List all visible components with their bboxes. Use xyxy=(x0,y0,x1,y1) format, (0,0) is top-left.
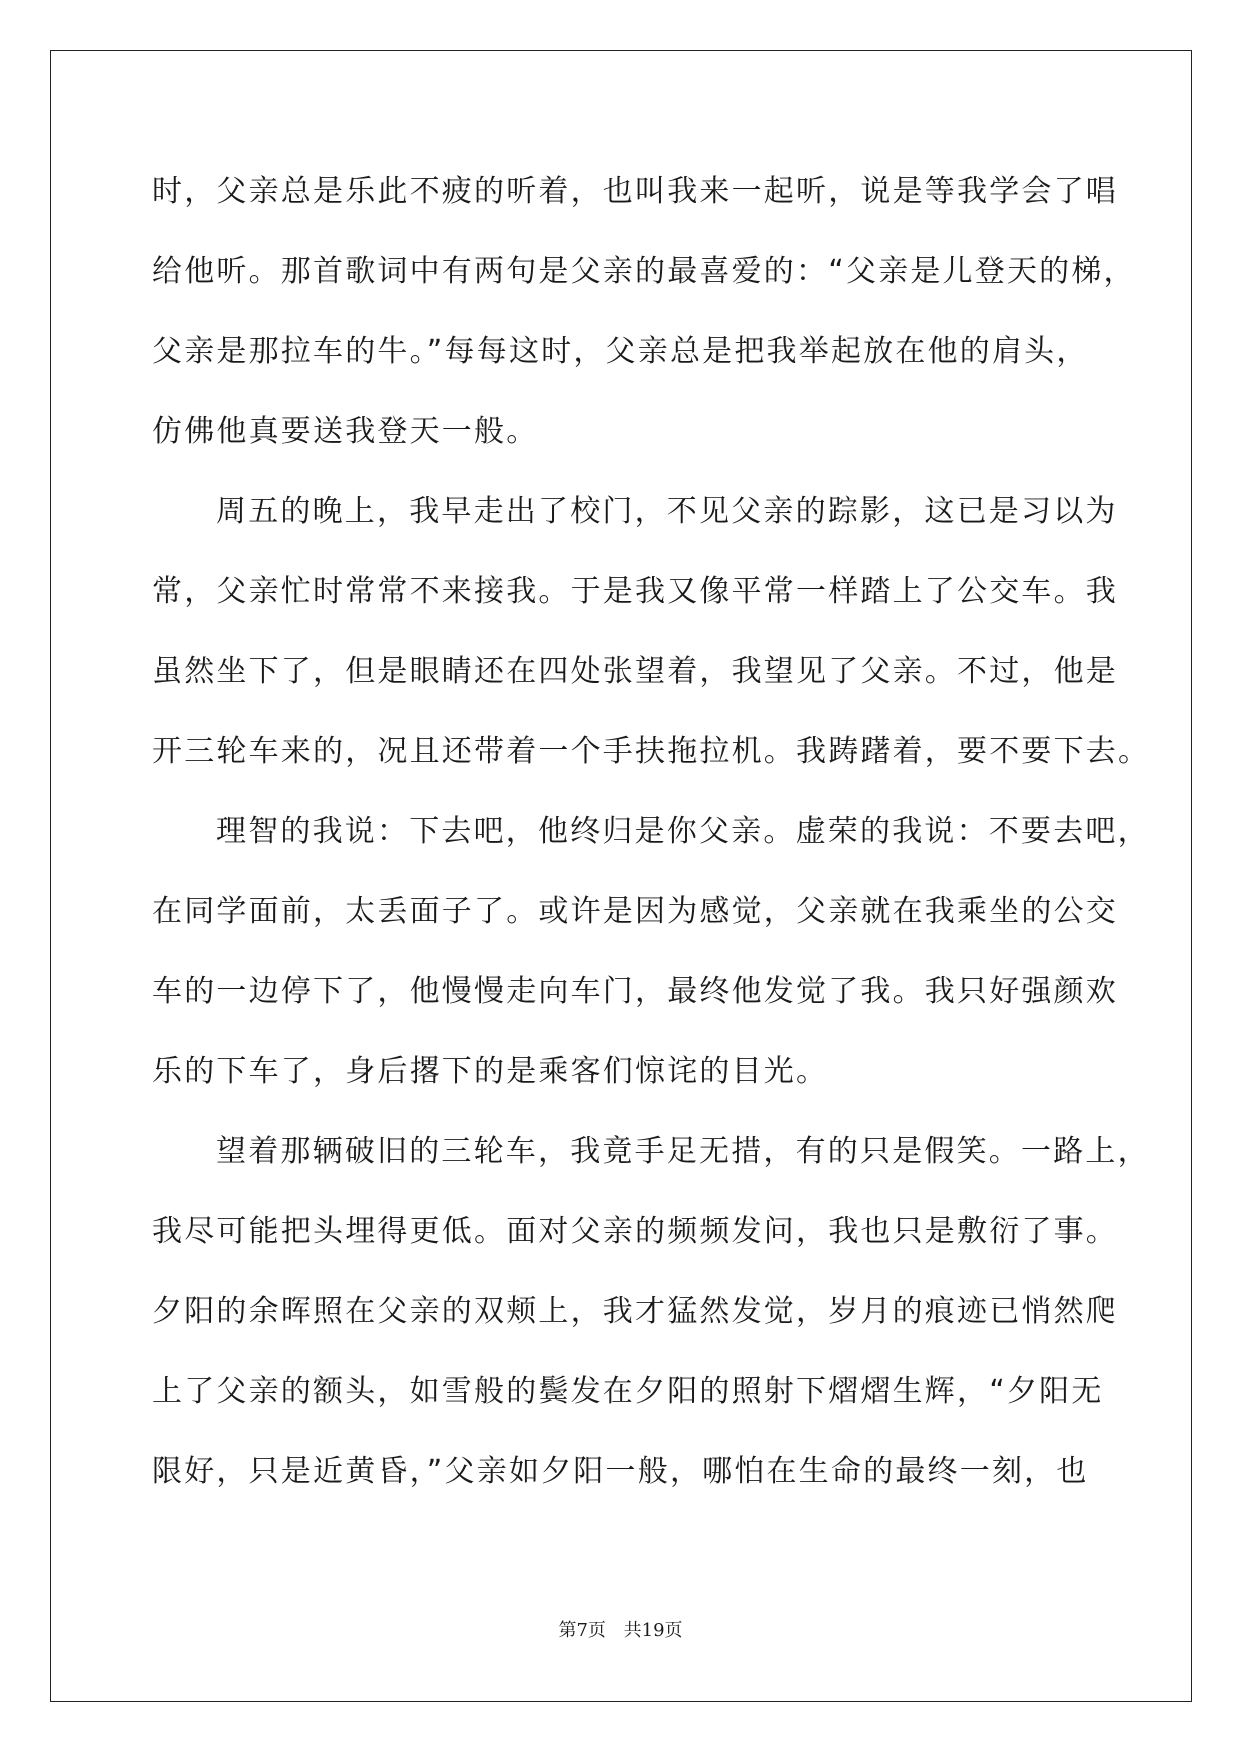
page-footer xyxy=(0,1616,1241,1642)
page-number: 第7页 xyxy=(558,1620,606,1641)
text-line: 常，父亲忙时常常不来接我。于是我又像平常一样踏上了公交车。我 xyxy=(152,574,1118,609)
text-line: 父亲是那拉车的牛。”每每这时，父亲总是把我举起放在他的肩头， xyxy=(152,334,1089,369)
text-line: 时，父亲总是乐此不疲的听着，也叫我来一起听，说是等我学会了唱 xyxy=(152,174,1118,209)
text-line: 限好，只是近黄昏，”父亲如夕阳一般，哪怕在生命的最终一刻，也 xyxy=(152,1454,1089,1489)
text-line: 在同学面前，太丢面子了。或许是因为感觉，父亲就在我乘坐的公交 xyxy=(152,894,1118,929)
text-line: 乐的下车了，身后撂下的是乘客们惊诧的目光。 xyxy=(152,1054,829,1089)
text-line: 仿佛他真要送我登天一般。 xyxy=(152,414,539,449)
text-line: 车的一边停下了，他慢慢走向车门，最终他发觉了我。我只好强颜欢 xyxy=(152,974,1118,1009)
text-line: 给他听。那首歌词中有两句是父亲的最喜爱的：“父亲是儿登天的梯， xyxy=(152,254,1136,289)
text-line: 开三轮车来的，况且还带着一个手扶拖拉机。我踌躇着，要不要下去。 xyxy=(152,734,1151,769)
text-line: 我尽可能把头埋得更低。面对父亲的频频发问，我也只是敷衍了事。 xyxy=(152,1214,1118,1249)
document-body xyxy=(152,164,1151,1524)
text-line: 虽然坐下了，但是眼睛还在四处张望着，我望见了父亲。不过，他是 xyxy=(152,654,1118,689)
page-total: 共19页 xyxy=(623,1620,683,1641)
text-line: 夕阳的余晖照在父亲的双颊上，我才猛然发觉，岁月的痕迹已悄然爬 xyxy=(152,1294,1118,1329)
text-line: 望着那辆破旧的三轮车，我竟手足无措，有的只是假笑。一路上， xyxy=(216,1134,1150,1169)
text-line: 上了父亲的额头，如雪般的鬓发在夕阳的照射下熠熠生辉，“夕阳无 xyxy=(152,1374,1104,1409)
text-line: 周五的晚上，我早走出了校门，不见父亲的踪影，这已是习以为 xyxy=(216,494,1118,529)
text-line: 理智的我说：下去吧，他终归是你父亲。虚荣的我说：不要去吧， xyxy=(216,814,1150,849)
